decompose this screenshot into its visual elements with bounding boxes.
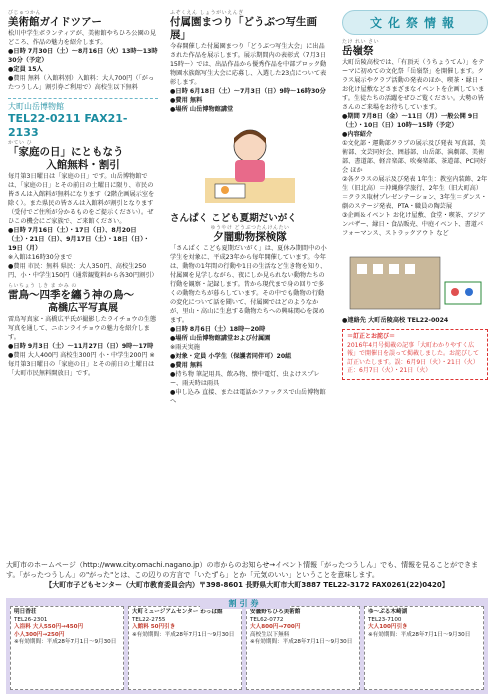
coupon-strip <box>6 598 488 694</box>
coupon-chihiro[interactable]: 安曇野ちひろ美術館 TEL62-0772 大人800円→700円 高校生以下無料 ※有効期間：平成28年7月1日〜9月30日 <box>246 606 360 690</box>
column-middle: ふぞくえん しょうがいえんぎ 付属園まつり「どうぶつ写生画展」 今春開催した付属園まつり「どうぶつ写生大会」に出品された作品を展示します。展示期間内の表彰式（7月3日15時〜）では、出品作品から優秀作品を中部ブロック動物園水族館写生大会に応募し、入選した23点について表彰します。 ●日時 6月18日（土）〜7月3日（日）9時〜16時30分 ●費用 無料 ●場所 山岳博物館講堂 さんぱく こども夏期だいがく ゆうやけ どうぶつたんけんたい 夕闇動物探検隊 「さんぱく こども夏期だいがく」は、夏休み期間中の小学生を対象に、平成23年から毎年開催しています。今年は、動物の1年間の行動や1日の生活など生き物を知り、付属園を見学しながら、夜にしか見られない動物たちの行動を観察・記録します。昔から現代まで身の回りで多くの動物たちが暮らしています。その中でも動物の行動の変化について話を聞いて、付属園ではどのようなかが、里山・高山に生息する動物たちへの興味関心を深めます。 ●日時 8月6日（土）18時〜20時 ●場所 山岳博物館講堂および付属園 ※雨天実施 ●対象・定員 小学生（保護者同伴可）20組 ●費用 無料 ●持ち物 筆記用具、飲み物、懐中電灯、虫よけスプレー、雨天時は雨具 ●申し込み 直接、または電話かファックスで山岳博物館へ <box>170 10 330 406</box>
museum-tel: TEL22-0211 FAX21-2133 <box>8 112 128 139</box>
section-ruby: びじゅつかん <box>8 10 42 16</box>
column-right: 文化祭情報 たけ れい さい 岳嶺祭 大町岳陵高校では、「有頂天（うちょうてん）」をテーマに初めての文化祭「岳嶺祭」を開催します。クラス展示やクラブ活動の発表のほか、喫茶・縁日・お化け屋敷などさまざまなイベントを企画しています。生徒たちの活躍をぜひご覧ください。大勢の皆さんのご来場をお待ちしています。 ●期間 7月8日（金）〜11日（月）一般公開 9日（土）・10日（日）10時〜15時（予定） ●内容紹介 ①文化部・運動部クラブの展示及び発表 写真部、美術部、文芸同好会、囲碁部、山岳部、演劇部、美術部、書道部、軽音楽部、吹奏楽部、茶道部、PC同好会 ほか ②各クラスの展示及び発表 1年生：教室内装飾、2年生（旧北高）＝沖縄修学旅行、2年生（旧大町高）＝クラス取材プレゼンテーション、3年生＝ダンス・劇のステージ発表、PTA・職員の陶芸展 ③企画＆イベント お化け屋敷、食堂・喫茶、アジアンバザー、縁日・食品販売、中庭イベント、書道パフォーマンス、ストラックアウト など ●連絡先 大町岳陵高校 TEL22-0024 ＝訂正とお詫び＝ 2016年4月号掲載の記事「大町わかりやすく広報」で開催日を誤って掲載しました。お詫びして訂正いたします。誤：6月9日（火）・21日（火） 正：6月7日（火）・21日（火） <box>342 10 488 380</box>
section-body: 「さんぱく こども夏期だいがく」は、夏休み期間中の小学生を対象に、平成23年から毎年開催しています。今年は、動物の1年間の行動や1日の生活など生き物を知り、付属園を見学しながら、夜にしか見られない動物たちの行動を観察・記録します。昔から現代まで身の回りで多くの動物たちが暮らしています。その中でも動物の行動の変化について話を聞いて、付属園ではどのようなかが、里山・高山に生息する動物たちへの興味関心を深めます。 ●日時 8月6日（土）18時〜20時 ●場所 山岳博物館講堂および付属園 ※雨天実施 ●対象・定員 小学生（保護者同伴可）20組 ●費用 無料 ●持ち物 筆記用具、飲み物、懐中電灯、虫よけスプレー、雨天時は雨具 ●申し込み 直接、または電話かファックスで山岳博物館へ <box>170 245 327 405</box>
section-body: 大町岳陵高校では、「有頂天（うちょうてん）」をテーマに初めての文化祭「岳嶺祭」を開催します。クラス展示やクラブ活動の発表のほか、喫茶・縁日・お化け屋敷などさまざまなイベントを企画しています。生徒たちの活躍をぜひご覧ください。大勢の皆さんのご来場をお待ちしています。 ●期間 7月8日（金）〜11日（月）一般公開 9日（土）・10日（日）10時〜15時（予定） ●内容紹介 ①文化部・運動部クラブの展示及び発表 写真部、美術部、文芸同好会、囲碁部、山岳部、演劇部、美術部、書道部、軽音楽部、吹奏楽部、茶道部、PC同好会 ほか ②各クラスの展示及び発表 1年生：教室内装飾、2年生（旧北高）＝沖縄修学旅行、2年生（旧大町高）＝クラス取材プレゼンテーション、3年生＝ダンス・劇のステージ発表、PTA・職員の陶芸展 ③企画＆イベント お化け屋敷、食堂・喫茶、アジアンバザー、縁日・食品販売、中庭イベント、書道パフォーマンス、ストラックアウト など <box>342 59 488 237</box>
section-body: 今春開催した付属園まつり「どうぶつ写生大会」に出品された作品を展示します。展示期間内の表彰式（7月3日15時〜）では、出品作品から優秀作品を中部ブロック動物園水族館写生大会に応募し、入選した23点について表彰します。 ●日時 6月18日（土）〜7月3日（日）9時〜16時30分 ●費用 無料 ●場所 山岳博物館講堂 <box>170 43 327 113</box>
school-building-illustration <box>345 242 485 312</box>
section-title-guide-tour: 美術館ガイドツアー <box>8 16 102 28</box>
section-title-raicho: 雷鳥〜四季を纏う神の鳥〜 <box>8 289 134 301</box>
contact: ●連絡先 大町岳陵高校 TEL22-0024 <box>342 317 449 324</box>
museum-header <box>8 98 158 140</box>
museum-name: 大町山岳博物館 <box>8 102 64 111</box>
correction-notice: ＝訂正とお詫び＝ 2016年4月号掲載の記事「大町わかりやすく広報」で開催日を誤って掲載しました。お詫びして訂正いたします。誤：6月9日（火）・21日（火） 正：6月7日（火）・21日（火） <box>342 329 488 380</box>
section-title-summer-school: さんぱく こども夏期だいがく <box>170 213 297 224</box>
info-box <box>6 560 488 590</box>
section-body: 松川中学生ボランティアが、美術館やちひろ公園の見どころ、作品の魅力を紹介します。 ●日時 7月30日（土）〜8月16日（火）13時〜13時30分（予定） ●定員 15人 ●費用 無料（入館料別）入館料：大人700円（「がったつうしん」割引券ご利用で）高校生以下無料 <box>8 30 158 91</box>
girl-drawing-illustration <box>195 118 305 208</box>
coupon-title: 割引券 <box>200 598 290 609</box>
coupon-yupuru[interactable]: ゆ〜ぷる木崎湖 TEL23-7100 大人100円引き ※有効期間：平成28年7月1日〜9月30日 <box>364 606 484 690</box>
info-text: 大町市のホームページ（http://www.city.omachi.nagano.jp）の市からのお知らせ→イベント情報「がったつうしん」でも、情報を見ることができます。「がったつうしん」の"がった"とは、この辺りの方言で「いたずら」とか「元気のいい」ということを意味します。 <box>6 561 479 579</box>
column-left: びじゅつかん 美術館ガイドツアー 松川中学生ボランティアが、美術館やちひろ公園の見どころ、作品の魅力を紹介します。 ●日時 7月30日（土）〜8月16日（火）13時〜13時30分（予定） ●定員 15人 ●費用 無料（入館料別）入館料：大人700円（「がったつうしん」割引券ご利用で）高校生以下無料 大町山岳博物館 TEL22-0211 FAX21-2133 かてい ひ 「家庭の日」にともなう 入館無料・割引 毎月第3日曜日は「家庭の日」です。山岳博物館では、「家庭の日」とその前日の土曜日に限り、市民の皆さんは入館料が無料になります（2階企画展示室を除く）。また県民の皆さんは入館料が割引となります（受付でご住所が分かるものをご提示ください）。ぜひこの機会にご家族で、ご来館ください。 ●日時 7月16日（土）・17日（日）、8月20日（土）・21日（日）、9月17日（土）・18日（日）・19日（月） ※入館は16時30分まで ●費用 市民：無料 県民：大人350円、高校生250円、小・中学生150円（通常観覧料から各30円割引） らいちょう しき ま かみ の 雷鳥〜四季を纏う神の鳥〜 高橋広平写真展 雷鳥写真家・高橋広平氏が撮影したライチョウの生態写真を通して、ニホンライチョウの魅力を紹介します。 ●日時 9月3日（土）〜11月27日（日）9時〜17時 ●費用 大人400円 高校生300円 小・中学生200円 ※毎月第3日曜日の「家庭の日」とその前日の土曜日は「大町市民無料開放日」です。 <box>8 10 158 377</box>
section-body: 雷鳥写真家・高橋広平氏が撮影したライチョウの生態写真を通して、ニホンライチョウの魅力を紹介します。 ●日時 9月3日（土）〜11月27日（日）9時〜17時 ●費用 大人400円 高校生300円 小・中学生200円 ※毎月第3日曜日の「家庭の日」とその前日の土曜日は「大町市民無料開放日」です。 <box>8 316 157 377</box>
section-title-family-day: 「家庭の日」にともなう <box>8 146 124 158</box>
coupon-wappa[interactable]: 大町ミュージアムセンター わっぱ館 TEL22-2755 入館料 50円引き ※有効期間：平成28年7月1日〜9月30日 <box>128 606 242 690</box>
section-title-gakureisai: 岳嶺祭 <box>342 45 374 57</box>
section-body: 毎月第3日曜日は「家庭の日」です。山岳博物館では、「家庭の日」とその前日の土曜日に限り、市民の皆さんは入館料が無料になります（2階企画展示室を除く）。また県民の皆さんは入館料が割引となります（受付でご住所が分かるものをご提示ください）。ぜひこの機会にご家族で、ご来館ください。 ●日時 7月16日（土）・17日（日）、8月20日（土）・21日（日）、9月17日（土）・18日（日）・19日（月） ※入館は16時30分まで ●費用 市民：無料 県民：大人350円、高校生250円、小・中学生150円（通常観覧料から各30円割引） <box>8 173 158 279</box>
info-address: 【大町市子どもセンター（大町市教育委員会内）〒398-8601 長野県大町市大町3887 TEL22-3172 FAX0261(22)0420】 <box>45 581 449 589</box>
festival-banner: 文化祭情報 <box>342 10 488 35</box>
section-title-zoo-festival: 付属園まつり「どうぶつ写生画展」 <box>170 16 317 41</box>
coupon-asukaso[interactable]: 明日香荘 TEL26-2301 入浴料 大人550円→450円 小人300円→250円 ※有効期間：平成28年7月1日〜9月30日 <box>10 606 124 690</box>
